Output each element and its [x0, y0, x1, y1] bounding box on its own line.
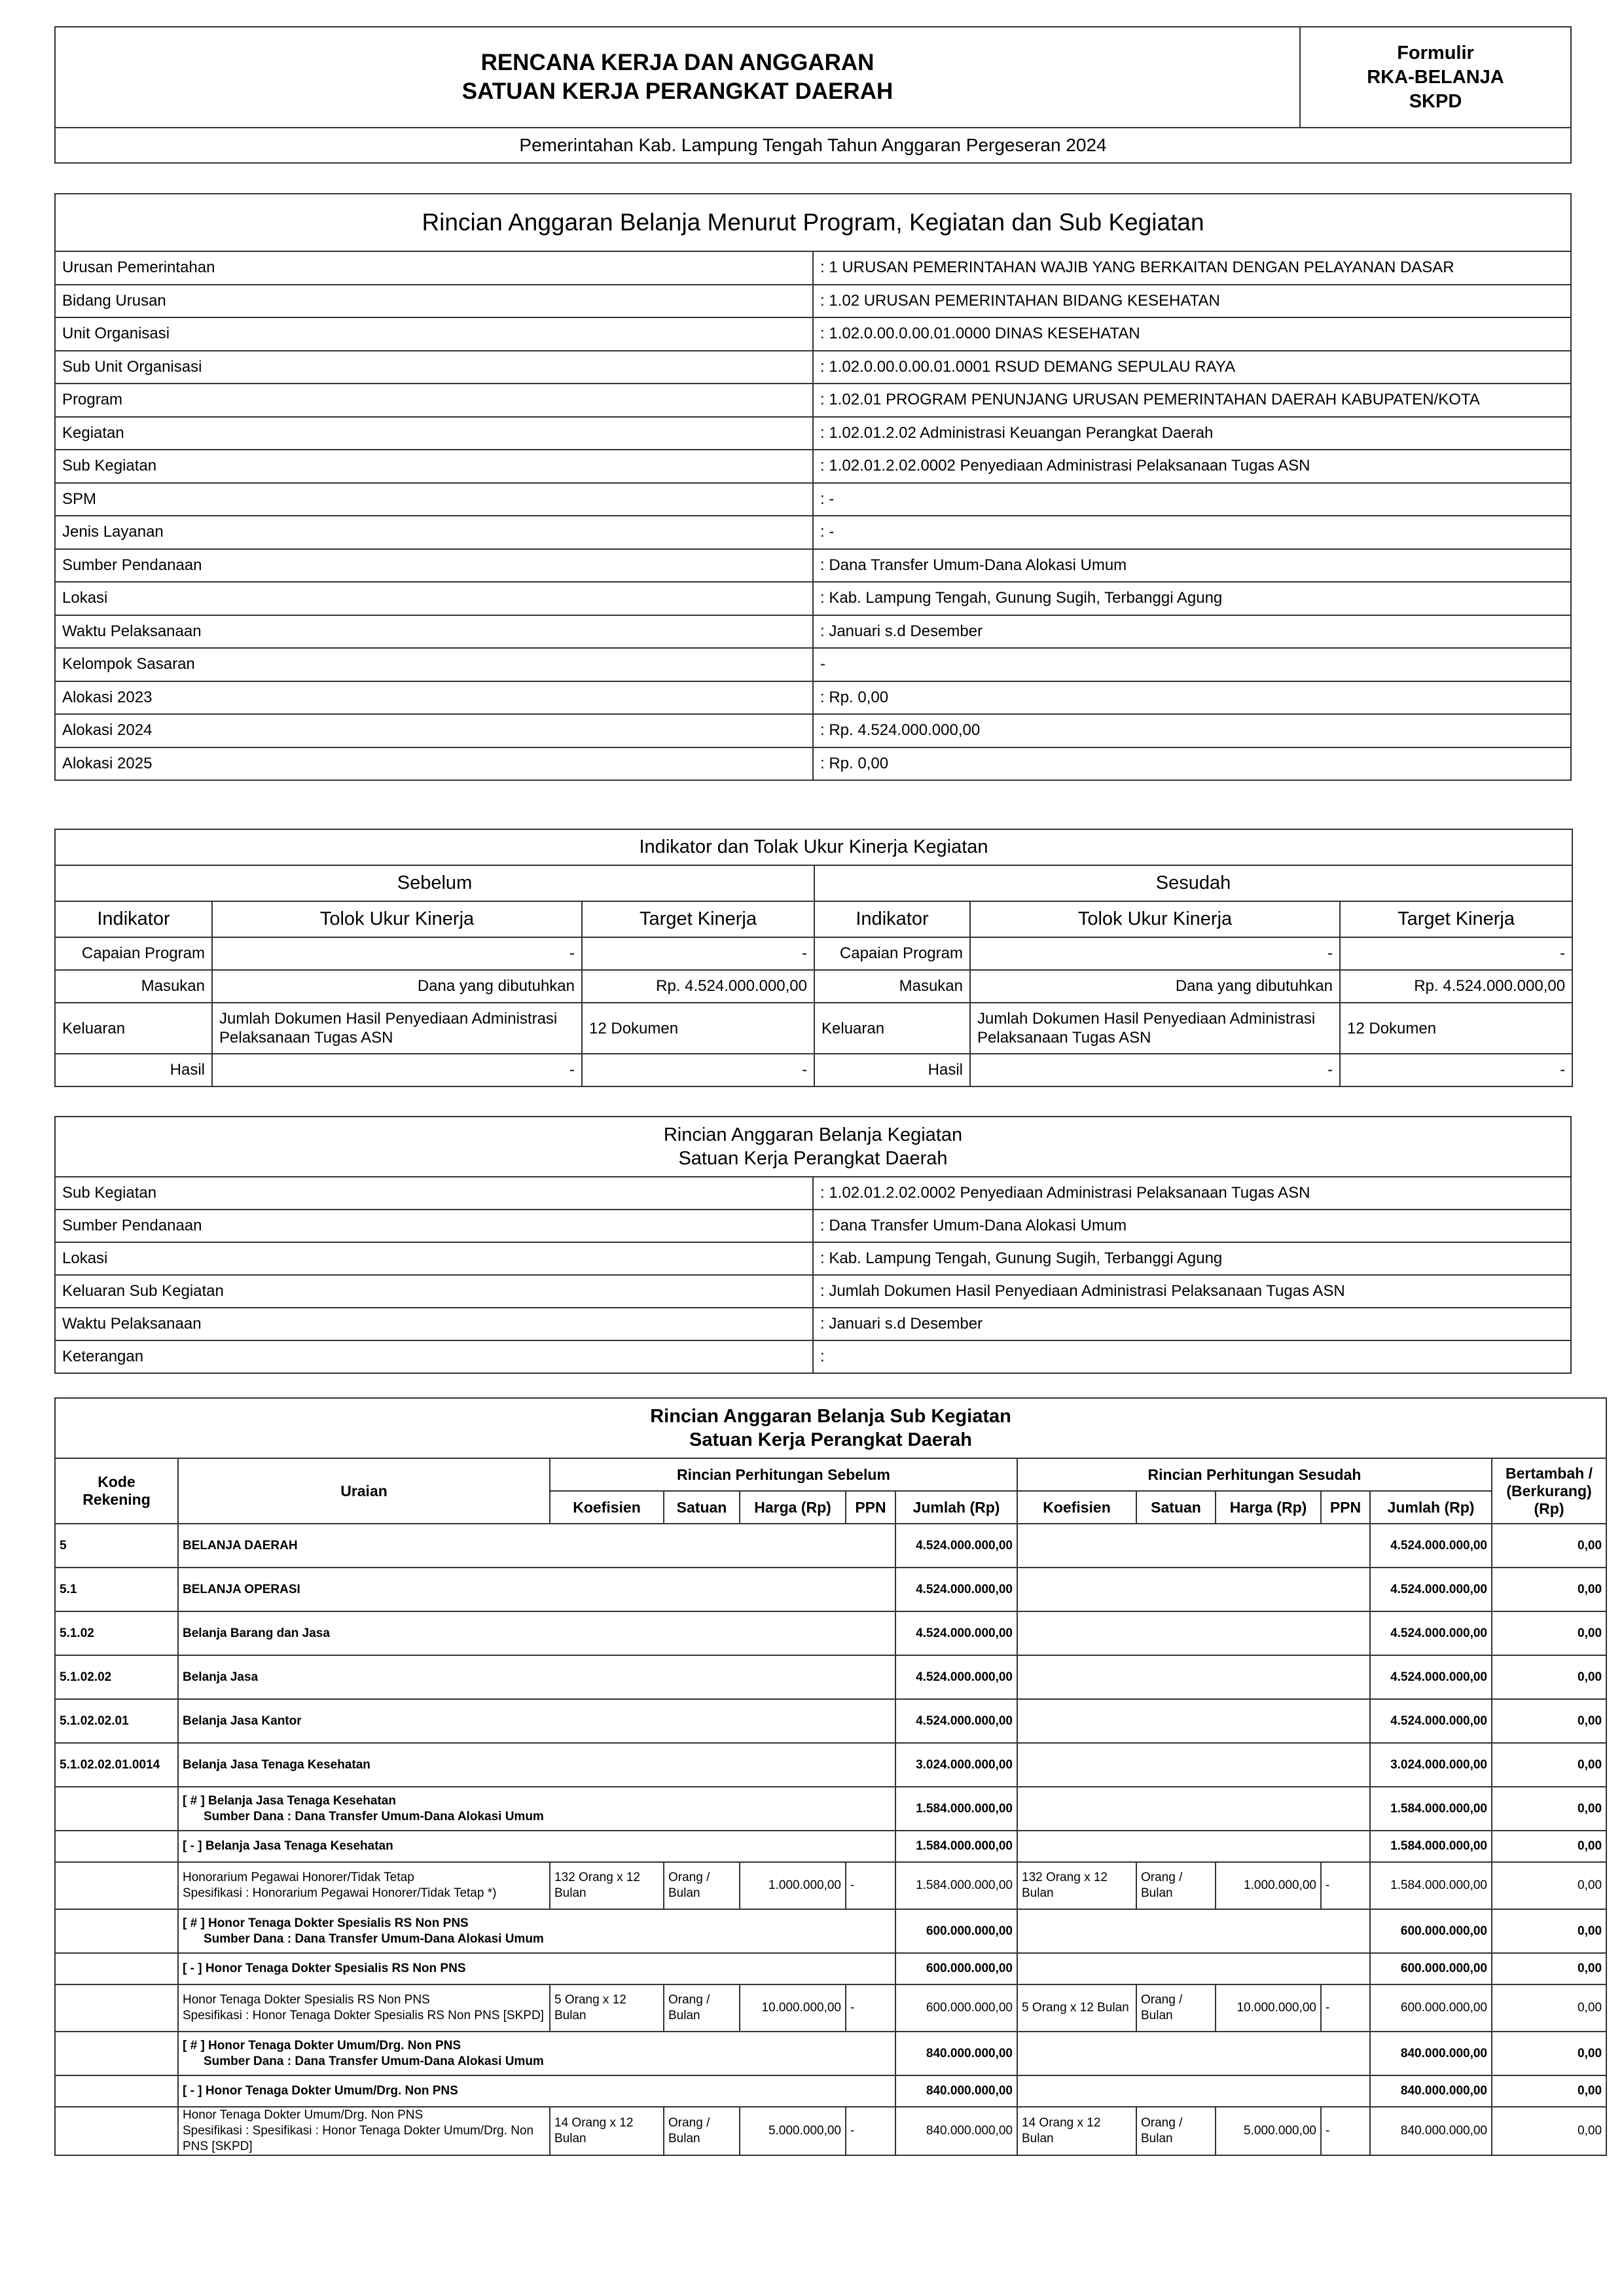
kegiatan-title — [55, 1117, 1571, 1177]
jumlah-after: 1.584.000.000,00 — [1370, 1862, 1492, 1909]
ppn-before: - — [846, 2107, 895, 2155]
jumlah-after: 840.000.000,00 — [1370, 2075, 1492, 2107]
indikator-before-header: Sebelum — [55, 865, 814, 901]
info-row — [55, 615, 1571, 649]
rincian-after-empty — [1017, 1909, 1370, 1953]
kegiatan-label: Sub Kegiatan — [55, 1177, 813, 1210]
indikator-row — [55, 970, 1572, 1003]
uraian — [178, 1831, 895, 1862]
info-label: Sub Kegiatan — [55, 450, 813, 483]
info-value: : 1.02.01 PROGRAM PENUNJANG URUSAN PEMERINTAHAN DAERAH KABUPATEN/KOTA — [813, 384, 1571, 417]
budget-row-sub — [55, 2075, 1606, 2107]
difference-value: 0,00 — [1492, 1862, 1606, 1909]
info-value: : - — [813, 483, 1571, 516]
rincian-after-empty — [1017, 2075, 1370, 2107]
rincian-after-empty — [1017, 1655, 1370, 1699]
kode-rekening: 5 — [55, 1524, 178, 1568]
kegiatan-row — [55, 1340, 1571, 1373]
item-spesifikasi: Spesifikasi : Honor Tenaga Dokter Spesialis RS Non PNS [SKPD] — [183, 2009, 544, 2022]
indikator-table — [54, 829, 1573, 1087]
satuan-after: Orang / Bulan — [1136, 1862, 1216, 1909]
target-before: - — [582, 937, 814, 970]
koefisien-before: 5 Orang x 12 Bulan — [550, 1984, 664, 2032]
program-info-table — [54, 193, 1572, 781]
uraian — [178, 2075, 895, 2107]
koefisien-before: 14 Orang x 12 Bulan — [550, 2107, 664, 2155]
col-satuan-after: Satuan — [1136, 1491, 1216, 1524]
kegiatan-row — [55, 1242, 1571, 1275]
difference-value: 0,00 — [1492, 1524, 1606, 1568]
col-harga-before: Harga (Rp) — [740, 1491, 846, 1524]
kegiatan-row — [55, 1210, 1571, 1242]
kegiatan-title-line2: Satuan Kerja Perangkat Daerah — [678, 1148, 948, 1169]
indikator-title: Indikator dan Tolak Ukur Kinerja Kegiatan — [55, 829, 1572, 865]
kode-rekening: 5.1.02.02.01.0014 — [55, 1743, 178, 1787]
info-label: Alokasi 2024 — [55, 714, 813, 747]
info-value: : Rp. 4.524.000.000,00 — [813, 714, 1571, 747]
rincian-after-empty — [1017, 1524, 1370, 1568]
harga-before: 10.000.000,00 — [740, 1984, 846, 2032]
indikator-name: Keluaran — [814, 1003, 970, 1054]
jumlah-after: 4.524.000.000,00 — [1370, 1524, 1492, 1568]
uraian-text: BELANJA DAERAH — [183, 1538, 298, 1552]
koefisien-before: 132 Orang x 12 Bulan — [550, 1862, 664, 1909]
col-harga-after: Harga (Rp) — [1216, 1491, 1321, 1524]
uraian-text: [ - ] Honor Tenaga Dokter Umum/Drg. Non PNS — [183, 2084, 458, 2098]
ppn-after: - — [1321, 2107, 1370, 2155]
uraian-text: BELANJA OPERASI — [183, 1582, 300, 1596]
form-header — [54, 26, 1572, 164]
difference-value: 0,00 — [1492, 1655, 1606, 1699]
kegiatan-label: Keluaran Sub Kegiatan — [55, 1275, 813, 1308]
target-after: Rp. 4.524.000.000,00 — [1340, 970, 1572, 1003]
budget-row-sum — [55, 1568, 1606, 1611]
kode-rekening — [55, 1909, 178, 1953]
col-tolok-ukur: Tolok Ukur Kinerja — [212, 901, 582, 937]
jumlah-after: 840.000.000,00 — [1370, 2032, 1492, 2075]
jumlah-after: 4.524.000.000,00 — [1370, 1568, 1492, 1611]
tolok-ukur-before: Jumlah Dokumen Hasil Penyediaan Administrasi Pelaksanaan Tugas ASN — [212, 1003, 582, 1054]
kegiatan-value: : Kab. Lampung Tengah, Gunung Sugih, Terbanggi Agung — [813, 1242, 1571, 1275]
budget-row-sum — [55, 1655, 1606, 1699]
kode-rekening — [55, 1953, 178, 1984]
satuan-after: Orang / Bulan — [1136, 2107, 1216, 2155]
kegiatan-row — [55, 1177, 1571, 1210]
jumlah-before: 600.000.000,00 — [895, 1909, 1017, 1953]
target-before: Rp. 4.524.000.000,00 — [582, 970, 814, 1003]
satuan-after: Orang / Bulan — [1136, 1984, 1216, 2032]
indikator-name: Capaian Program — [55, 937, 212, 970]
difference-value: 0,00 — [1492, 1743, 1606, 1787]
kode-rekening: 5.1.02.02 — [55, 1655, 178, 1699]
difference-value: 0,00 — [1492, 1611, 1606, 1655]
target-after: - — [1340, 1054, 1572, 1086]
info-label: Lokasi — [55, 582, 813, 615]
uraian — [178, 1699, 895, 1743]
info-value: : 1.02.0.00.0.00.01.0000 DINAS KESEHATAN — [813, 317, 1571, 351]
uraian-text: Belanja Jasa Kantor — [183, 1713, 302, 1728]
rincian-after-empty — [1017, 1611, 1370, 1655]
difference-value: 0,00 — [1492, 2107, 1606, 2155]
program-info-title: Rincian Anggaran Belanja Menurut Program, Kegiatan dan Sub Kegiatan — [55, 194, 1571, 251]
document-title-line2: SATUAN KERJA PERANGKAT DAERAH — [461, 79, 893, 104]
jumlah-before: 4.524.000.000,00 — [895, 1524, 1017, 1568]
col-tolok-ukur: Tolok Ukur Kinerja — [970, 901, 1340, 937]
info-value: : Dana Transfer Umum-Dana Alokasi Umum — [813, 549, 1571, 583]
budget-table — [54, 1397, 1607, 2156]
document-title-line1: RENCANA KERJA DAN ANGGARAN — [480, 50, 875, 75]
harga-before: 1.000.000,00 — [740, 1862, 846, 1909]
info-label: Jenis Layanan — [55, 516, 813, 549]
budget-row-item — [55, 1984, 1606, 2032]
indikator-after-header: Sesudah — [814, 865, 1572, 901]
target-before: - — [582, 1054, 814, 1086]
info-label: Unit Organisasi — [55, 317, 813, 351]
uraian — [178, 1953, 895, 1984]
harga-after: 10.000.000,00 — [1216, 1984, 1321, 2032]
difference-value: 0,00 — [1492, 1699, 1606, 1743]
budget-row-group — [55, 1909, 1606, 1953]
col-koefisien-before: Koefisien — [550, 1491, 664, 1524]
satuan-before: Orang / Bulan — [664, 1862, 740, 1909]
budget-row-item — [55, 2107, 1606, 2155]
rincian-after-empty — [1017, 1699, 1370, 1743]
col-group-after: Rincian Perhitungan Sesudah — [1017, 1458, 1492, 1491]
col-ppn-after: PPN — [1321, 1491, 1370, 1524]
indikator-name: Hasil — [814, 1054, 970, 1086]
uraian-text: Belanja Jasa — [183, 1670, 259, 1684]
rincian-after-empty — [1017, 1568, 1370, 1611]
uraian-text: [ - ] Belanja Jasa Tenaga Kesehatan — [183, 1839, 393, 1853]
uraian — [178, 1862, 550, 1909]
tolok-ukur-after: - — [970, 937, 1340, 970]
tolok-ukur-after: - — [970, 1054, 1340, 1086]
harga-after: 5.000.000,00 — [1216, 2107, 1321, 2155]
kode-rekening: 5.1.02.02.01 — [55, 1699, 178, 1743]
indikator-row — [55, 1054, 1572, 1086]
jumlah-before: 600.000.000,00 — [895, 1953, 1017, 1984]
budget-row-group — [55, 1787, 1606, 1831]
jumlah-before: 840.000.000,00 — [895, 2075, 1017, 2107]
kegiatan-label: Sumber Pendanaan — [55, 1210, 813, 1242]
uraian-text: [ # ] Belanja Jasa Tenaga Kesehatan — [183, 1793, 396, 1808]
tolok-ukur-after: Dana yang dibutuhkan — [970, 970, 1340, 1003]
kegiatan-row — [55, 1308, 1571, 1340]
uraian-text: [ # ] Honor Tenaga Dokter Umum/Drg. Non PNS — [183, 2038, 461, 2053]
kode-rekening — [55, 2075, 178, 2107]
kegiatan-label: Waktu Pelaksanaan — [55, 1308, 813, 1340]
jumlah-before: 4.524.000.000,00 — [895, 1568, 1017, 1611]
jumlah-after: 600.000.000,00 — [1370, 1953, 1492, 1984]
jumlah-before: 4.524.000.000,00 — [895, 1611, 1017, 1655]
difference-value: 0,00 — [1492, 1831, 1606, 1862]
info-row — [55, 450, 1571, 483]
info-label: Kegiatan — [55, 417, 813, 450]
uraian — [178, 1787, 895, 1831]
indikator-row — [55, 1003, 1572, 1054]
info-row — [55, 516, 1571, 549]
jumlah-before: 1.584.000.000,00 — [895, 1831, 1017, 1862]
info-row — [55, 483, 1571, 516]
kegiatan-value: : Dana Transfer Umum-Dana Alokasi Umum — [813, 1210, 1571, 1242]
info-row — [55, 747, 1571, 781]
ppn-after: - — [1321, 1984, 1370, 2032]
difference-value: 0,00 — [1492, 2032, 1606, 2075]
info-label: Alokasi 2025 — [55, 747, 813, 781]
info-label: Sub Unit Organisasi — [55, 351, 813, 384]
budget-title — [55, 1398, 1606, 1458]
uraian — [178, 1611, 895, 1655]
budget-row-sum — [55, 1743, 1606, 1787]
uraian — [178, 1655, 895, 1699]
info-label: Kelompok Sasaran — [55, 648, 813, 681]
koefisien-after: 5 Orang x 12 Bulan — [1017, 1984, 1136, 2032]
budget-row-sum — [55, 1611, 1606, 1655]
info-label: Waktu Pelaksanaan — [55, 615, 813, 649]
budget-row-sub — [55, 1831, 1606, 1862]
info-row — [55, 549, 1571, 583]
col-target: Target Kinerja — [1340, 901, 1572, 937]
kode-rekening — [55, 1831, 178, 1862]
kegiatan-title-line1: Rincian Anggaran Belanja Kegiatan — [663, 1124, 963, 1145]
info-value: : - — [813, 516, 1571, 549]
item-name: Honor Tenaga Dokter Umum/Drg. Non PNS — [183, 2108, 424, 2122]
info-row — [55, 251, 1571, 285]
ppn-before: - — [846, 1984, 895, 2032]
kode-rekening: 5.1 — [55, 1568, 178, 1611]
info-row — [55, 714, 1571, 747]
rincian-after-empty — [1017, 1787, 1370, 1831]
target-after: 12 Dokumen — [1340, 1003, 1572, 1054]
difference-value: 0,00 — [1492, 1984, 1606, 2032]
item-name: Honorarium Pegawai Honorer/Tidak Tetap — [183, 1871, 414, 1884]
jumlah-after: 600.000.000,00 — [1370, 1909, 1492, 1953]
info-label: Urusan Pemerintahan — [55, 251, 813, 285]
col-indikator: Indikator — [814, 901, 970, 937]
info-row — [55, 351, 1571, 384]
sumber-dana: Sumber Dana : Dana Transfer Umum-Dana Alokasi Umum — [204, 1809, 544, 1823]
form-code — [1300, 27, 1571, 128]
jumlah-before: 4.524.000.000,00 — [895, 1655, 1017, 1699]
uraian — [178, 1743, 895, 1787]
indikator-row — [55, 937, 1572, 970]
jumlah-before: 840.000.000,00 — [895, 2107, 1017, 2155]
kegiatan-value: : Jumlah Dokumen Hasil Penyediaan Administrasi Pelaksanaan Tugas ASN — [813, 1275, 1571, 1308]
harga-before: 5.000.000,00 — [740, 2107, 846, 2155]
jumlah-before: 3.024.000.000,00 — [895, 1743, 1017, 1787]
document-title — [55, 27, 1300, 128]
satuan-before: Orang / Bulan — [664, 2107, 740, 2155]
info-label: Sumber Pendanaan — [55, 549, 813, 583]
budget-row-sum — [55, 1699, 1606, 1743]
indikator-name: Capaian Program — [814, 937, 970, 970]
indikator-name: Masukan — [55, 970, 212, 1003]
col-uraian: Uraian — [178, 1458, 550, 1524]
info-row — [55, 317, 1571, 351]
info-value: : Kab. Lampung Tengah, Gunung Sugih, Terbanggi Agung — [813, 582, 1571, 615]
kegiatan-label: Keterangan — [55, 1340, 813, 1373]
uraian — [178, 1909, 895, 1953]
info-row — [55, 648, 1571, 681]
uraian-text: Belanja Barang dan Jasa — [183, 1626, 330, 1640]
uraian — [178, 2032, 895, 2075]
target-after: - — [1340, 937, 1572, 970]
rincian-after-empty — [1017, 1953, 1370, 1984]
budget-title-line2: Satuan Kerja Perangkat Daerah — [689, 1429, 972, 1450]
target-before: 12 Dokumen — [582, 1003, 814, 1054]
difference-value: 0,00 — [1492, 1568, 1606, 1611]
col-satuan-before: Satuan — [664, 1491, 740, 1524]
difference-value: 0,00 — [1492, 1787, 1606, 1831]
jumlah-after: 1.584.000.000,00 — [1370, 1831, 1492, 1862]
info-label: SPM — [55, 483, 813, 516]
kegiatan-label: Lokasi — [55, 1242, 813, 1275]
koefisien-after: 132 Orang x 12 Bulan — [1017, 1862, 1136, 1909]
sumber-dana: Sumber Dana : Dana Transfer Umum-Dana Alokasi Umum — [204, 2054, 544, 2068]
col-kode-rekening: Kode Rekening — [55, 1458, 178, 1524]
col-jumlah-after: Jumlah (Rp) — [1370, 1491, 1492, 1524]
item-spesifikasi: Spesifikasi : Spesifikasi : Honor Tenaga Dokter Umum/Drg. Non PNS [SKPD] — [183, 2124, 534, 2153]
tolok-ukur-before: Dana yang dibutuhkan — [212, 970, 582, 1003]
col-koefisien-after: Koefisien — [1017, 1491, 1136, 1524]
col-target: Target Kinerja — [582, 901, 814, 937]
jumlah-before: 600.000.000,00 — [895, 1984, 1017, 2032]
tolok-ukur-before: - — [212, 937, 582, 970]
jumlah-before: 1.584.000.000,00 — [895, 1862, 1017, 1909]
info-label: Alokasi 2023 — [55, 681, 813, 715]
difference-value: 0,00 — [1492, 1953, 1606, 1984]
form-code-line1: Formulir — [1397, 42, 1474, 63]
kode-rekening: 5.1.02 — [55, 1611, 178, 1655]
kode-rekening — [55, 1787, 178, 1831]
kegiatan-row — [55, 1275, 1571, 1308]
info-value: : 1.02.0.00.0.00.01.0001 RSUD DEMANG SEPULAU RAYA — [813, 351, 1571, 384]
tolok-ukur-after: Jumlah Dokumen Hasil Penyediaan Administrasi Pelaksanaan Tugas ASN — [970, 1003, 1340, 1054]
col-indikator: Indikator — [55, 901, 212, 937]
jumlah-before: 840.000.000,00 — [895, 2032, 1017, 2075]
satuan-before: Orang / Bulan — [664, 1984, 740, 2032]
kegiatan-value: : 1.02.01.2.02.0002 Penyediaan Administrasi Pelaksanaan Tugas ASN — [813, 1177, 1571, 1210]
jumlah-after: 1.584.000.000,00 — [1370, 1787, 1492, 1831]
col-jumlah-before: Jumlah (Rp) — [895, 1491, 1017, 1524]
sumber-dana: Sumber Dana : Dana Transfer Umum-Dana Alokasi Umum — [204, 1931, 544, 1946]
item-spesifikasi: Spesifikasi : Honorarium Pegawai Honorer/Tidak Tetap *) — [183, 1886, 497, 1900]
kegiatan-value: : Januari s.d Desember — [813, 1308, 1571, 1340]
info-label: Program — [55, 384, 813, 417]
info-label: Bidang Urusan — [55, 285, 813, 318]
budget-row-sum — [55, 1524, 1606, 1568]
rincian-after-empty — [1017, 2032, 1370, 2075]
info-value: : 1 URUSAN PEMERINTAHAN WAJIB YANG BERKAITAN DENGAN PELAYANAN DASAR — [813, 251, 1571, 285]
kegiatan-value: : — [813, 1340, 1571, 1373]
indikator-name: Hasil — [55, 1054, 212, 1086]
info-row — [55, 582, 1571, 615]
info-value: : 1.02.01.2.02.0002 Penyediaan Administrasi Pelaksanaan Tugas ASN — [813, 450, 1571, 483]
info-row — [55, 417, 1571, 450]
info-row — [55, 384, 1571, 417]
jumlah-after: 840.000.000,00 — [1370, 2107, 1492, 2155]
budget-row-sub — [55, 1953, 1606, 1984]
jumlah-after: 4.524.000.000,00 — [1370, 1655, 1492, 1699]
budget-title-line1: Rincian Anggaran Belanja Sub Kegiatan — [650, 1406, 1011, 1427]
kode-rekening — [55, 2107, 178, 2155]
form-code-line2: RKA-BELANJA — [1367, 66, 1504, 88]
info-value: : 1.02.01.2.02 Administrasi Keuangan Perangkat Daerah — [813, 417, 1571, 450]
rincian-after-empty — [1017, 1831, 1370, 1862]
rincian-after-empty — [1017, 1743, 1370, 1787]
info-value: : Januari s.d Desember — [813, 615, 1571, 649]
jumlah-after: 600.000.000,00 — [1370, 1984, 1492, 2032]
info-value: : Rp. 0,00 — [813, 747, 1571, 781]
indikator-name: Keluaran — [55, 1003, 212, 1054]
info-row — [55, 285, 1571, 318]
kode-rekening — [55, 1862, 178, 1909]
document-subtitle: Pemerintahan Kab. Lampung Tengah Tahun Anggaran Pergeseran 2024 — [55, 128, 1571, 163]
uraian — [178, 2107, 550, 2155]
budget-row-group — [55, 2032, 1606, 2075]
ppn-before: - — [846, 1862, 895, 1909]
info-row — [55, 681, 1571, 715]
uraian — [178, 1568, 895, 1611]
koefisien-after: 14 Orang x 12 Bulan — [1017, 2107, 1136, 2155]
jumlah-after: 4.524.000.000,00 — [1370, 1611, 1492, 1655]
ppn-after: - — [1321, 1862, 1370, 1909]
uraian-text: [ # ] Honor Tenaga Dokter Spesialis RS Non PNS — [183, 1916, 469, 1930]
indikator-name: Masukan — [814, 970, 970, 1003]
item-name: Honor Tenaga Dokter Spesialis RS Non PNS — [183, 1993, 430, 2007]
harga-after: 1.000.000,00 — [1216, 1862, 1321, 1909]
jumlah-before: 1.584.000.000,00 — [895, 1787, 1017, 1831]
info-value: : 1.02 URUSAN PEMERINTAHAN BIDANG KESEHATAN — [813, 285, 1571, 318]
budget-row-item — [55, 1862, 1606, 1909]
tolok-ukur-before: - — [212, 1054, 582, 1086]
difference-value: 0,00 — [1492, 2075, 1606, 2107]
jumlah-before: 4.524.000.000,00 — [895, 1699, 1017, 1743]
col-ppn-before: PPN — [846, 1491, 895, 1524]
col-group-before: Rincian Perhitungan Sebelum — [550, 1458, 1017, 1491]
jumlah-after: 4.524.000.000,00 — [1370, 1699, 1492, 1743]
kode-rekening — [55, 2032, 178, 2075]
info-value: - — [813, 648, 1571, 681]
uraian — [178, 1984, 550, 2032]
uraian — [178, 1524, 895, 1568]
info-value: : Rp. 0,00 — [813, 681, 1571, 715]
difference-value: 0,00 — [1492, 1909, 1606, 1953]
kegiatan-table — [54, 1116, 1572, 1374]
uraian-text: Belanja Jasa Tenaga Kesehatan — [183, 1757, 370, 1772]
form-code-line3: SKPD — [1409, 90, 1462, 112]
col-difference: Bertambah / (Berkurang) (Rp) — [1492, 1458, 1606, 1524]
kode-rekening — [55, 1984, 178, 2032]
uraian-text: [ - ] Honor Tenaga Dokter Spesialis RS Non PNS — [183, 1962, 466, 1975]
jumlah-after: 3.024.000.000,00 — [1370, 1743, 1492, 1787]
